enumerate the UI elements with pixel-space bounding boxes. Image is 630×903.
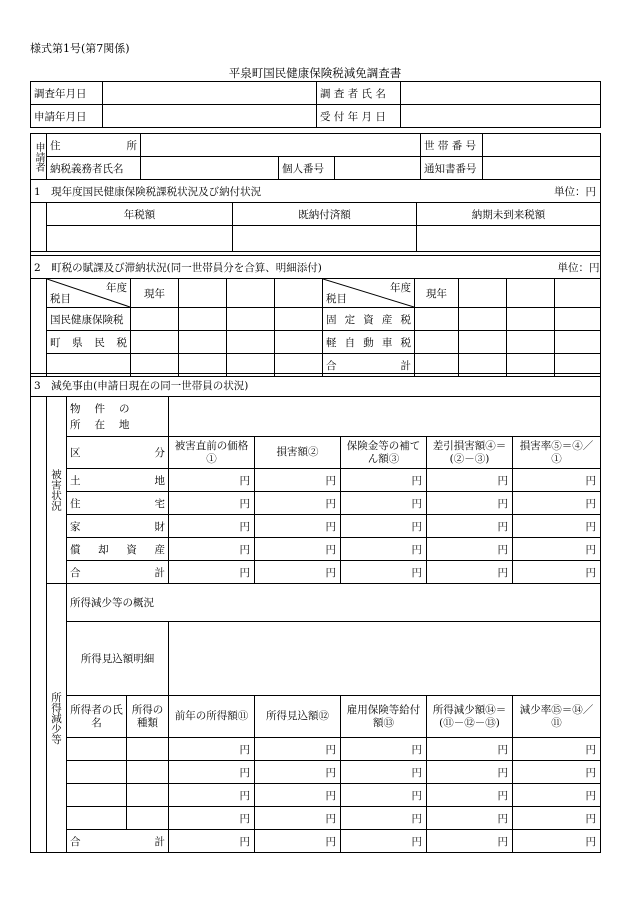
income-row-total: 合計 円 円 円 円 円	[31, 830, 601, 853]
survey-date-label: 調査年月日	[31, 82, 103, 105]
section1-table	[30, 179, 601, 258]
damage-row-total: 合計 円 円 円 円 円	[31, 561, 601, 584]
income-overview-label: 所得減少等の概況	[67, 584, 601, 622]
damage-status-label: 被害状況	[47, 397, 67, 584]
section3-table	[30, 373, 601, 853]
estimated-income-header: 所得見込額⑫	[255, 696, 341, 738]
section2-title: 2 町税の賦課及び滞納状況(同一世帯員分を合算、明細添付)	[31, 256, 555, 279]
address-label: 住所	[47, 134, 141, 157]
current-year-header-left: 現年	[131, 279, 179, 308]
current-year-header-right: 現年	[415, 279, 459, 308]
household-no-label: 世 帯 番 号	[421, 134, 483, 157]
damage-amount-header: 損害額②	[255, 437, 341, 469]
notice-no-label: 通知書番号	[421, 157, 483, 180]
unpaid-amount-field[interactable]	[417, 226, 601, 252]
taxpayer-name-field[interactable]	[141, 157, 279, 180]
fixed-asset-tax-label: 固 定 資 産 税	[323, 308, 415, 331]
prior-year-income-header: 前年の所得額⑪	[169, 696, 255, 738]
category-label: 区分	[67, 437, 169, 469]
decrease-rate-header: 減少率⑮＝⑭／⑪	[513, 696, 601, 738]
employment-insurance-header: 雇用保険等給付額⑬	[341, 696, 427, 738]
receipt-date-field[interactable]	[401, 105, 601, 128]
income-estimate-detail-field[interactable]	[169, 622, 601, 696]
section3-title: 3 減免事由(申請日現在の同一世帯員の状況)	[31, 374, 601, 397]
section2-total-label: 合 計	[323, 354, 415, 377]
section2-table	[30, 255, 601, 383]
year-item-diagonal-right: 年度 税目	[323, 279, 415, 308]
pre-damage-value-header: 被害直前の価格①	[169, 437, 255, 469]
insurance-compensation-header: 保険金等の補てん額③	[341, 437, 427, 469]
light-vehicle-tax-label: 軽 自 動 車 税	[323, 331, 415, 354]
year-item-diagonal-left: 年度 税目	[47, 279, 131, 308]
notice-no-field[interactable]	[483, 157, 601, 180]
property-location-label: 物件の所在地	[67, 397, 169, 437]
earner-name-header: 所得者の氏名	[67, 696, 127, 738]
resident-tax-label: 町 県 民 税	[47, 331, 131, 354]
applicant-table	[30, 133, 601, 180]
receipt-date-label: 受 付 年 月 日	[317, 105, 401, 128]
unpaid-amount-header: 納期未到来税額	[417, 203, 601, 226]
survey-date-field[interactable]	[103, 82, 317, 105]
net-damage-header: 差引損害額④＝(②－③)	[427, 437, 513, 469]
surveyor-name-field[interactable]	[401, 82, 601, 105]
income-row: 円 円 円 円 円	[31, 807, 601, 830]
surveyor-name-label: 調 査 者 氏 名	[317, 82, 401, 105]
income-decrease-header: 所得減少額⑭＝(⑪－⑫－⑬)	[427, 696, 513, 738]
annual-tax-header: 年税額	[47, 203, 233, 226]
personal-no-field[interactable]	[335, 157, 421, 180]
section1-title: 1 現年度国民健康保険税課税状況及び納付状況	[31, 180, 417, 203]
income-decrease-label: 所得減少等	[47, 584, 67, 853]
document-title: 平泉町国民健康保険税減免調査書	[228, 66, 402, 80]
annual-tax-field[interactable]	[47, 226, 233, 252]
income-row: 円 円 円 円 円	[31, 761, 601, 784]
nhi-tax-label: 国民健康保険税	[47, 308, 131, 331]
personal-no-label: 個人番号	[279, 157, 335, 180]
application-date-field[interactable]	[103, 105, 317, 128]
damage-row-household-goods: 家財 円 円 円 円 円	[31, 515, 601, 538]
household-no-field[interactable]	[483, 134, 601, 157]
taxpayer-name-label: 納税義務者氏名	[47, 157, 141, 180]
form-number: 様式第1号(第7関係)	[30, 42, 130, 55]
paid-amount-header: 既納付済額	[233, 203, 417, 226]
damage-row-land: 土地 円 円 円 円 円	[31, 469, 601, 492]
damage-row-house: 住宅 円 円 円 円 円	[31, 492, 601, 515]
applicant-label: 申請者	[31, 134, 47, 180]
section1-unit: 単位：円	[417, 180, 601, 203]
damage-row-depreciable-assets: 償却資産 円 円 円 円 円	[31, 538, 601, 561]
section2-unit: 単位：円	[555, 256, 601, 279]
damage-rate-header: 損害率⑤＝④／①	[513, 437, 601, 469]
survey-header-table	[30, 81, 601, 128]
application-date-label: 申請年月日	[31, 105, 103, 128]
property-location-field[interactable]	[169, 397, 601, 437]
income-row: 円 円 円 円 円	[31, 738, 601, 761]
paid-amount-field[interactable]	[233, 226, 417, 252]
income-type-header: 所得の種類	[127, 696, 169, 738]
income-estimate-detail-label: 所得見込額明細	[67, 622, 169, 696]
address-field[interactable]	[141, 134, 421, 157]
income-row: 円 円 円 円 円	[31, 784, 601, 807]
